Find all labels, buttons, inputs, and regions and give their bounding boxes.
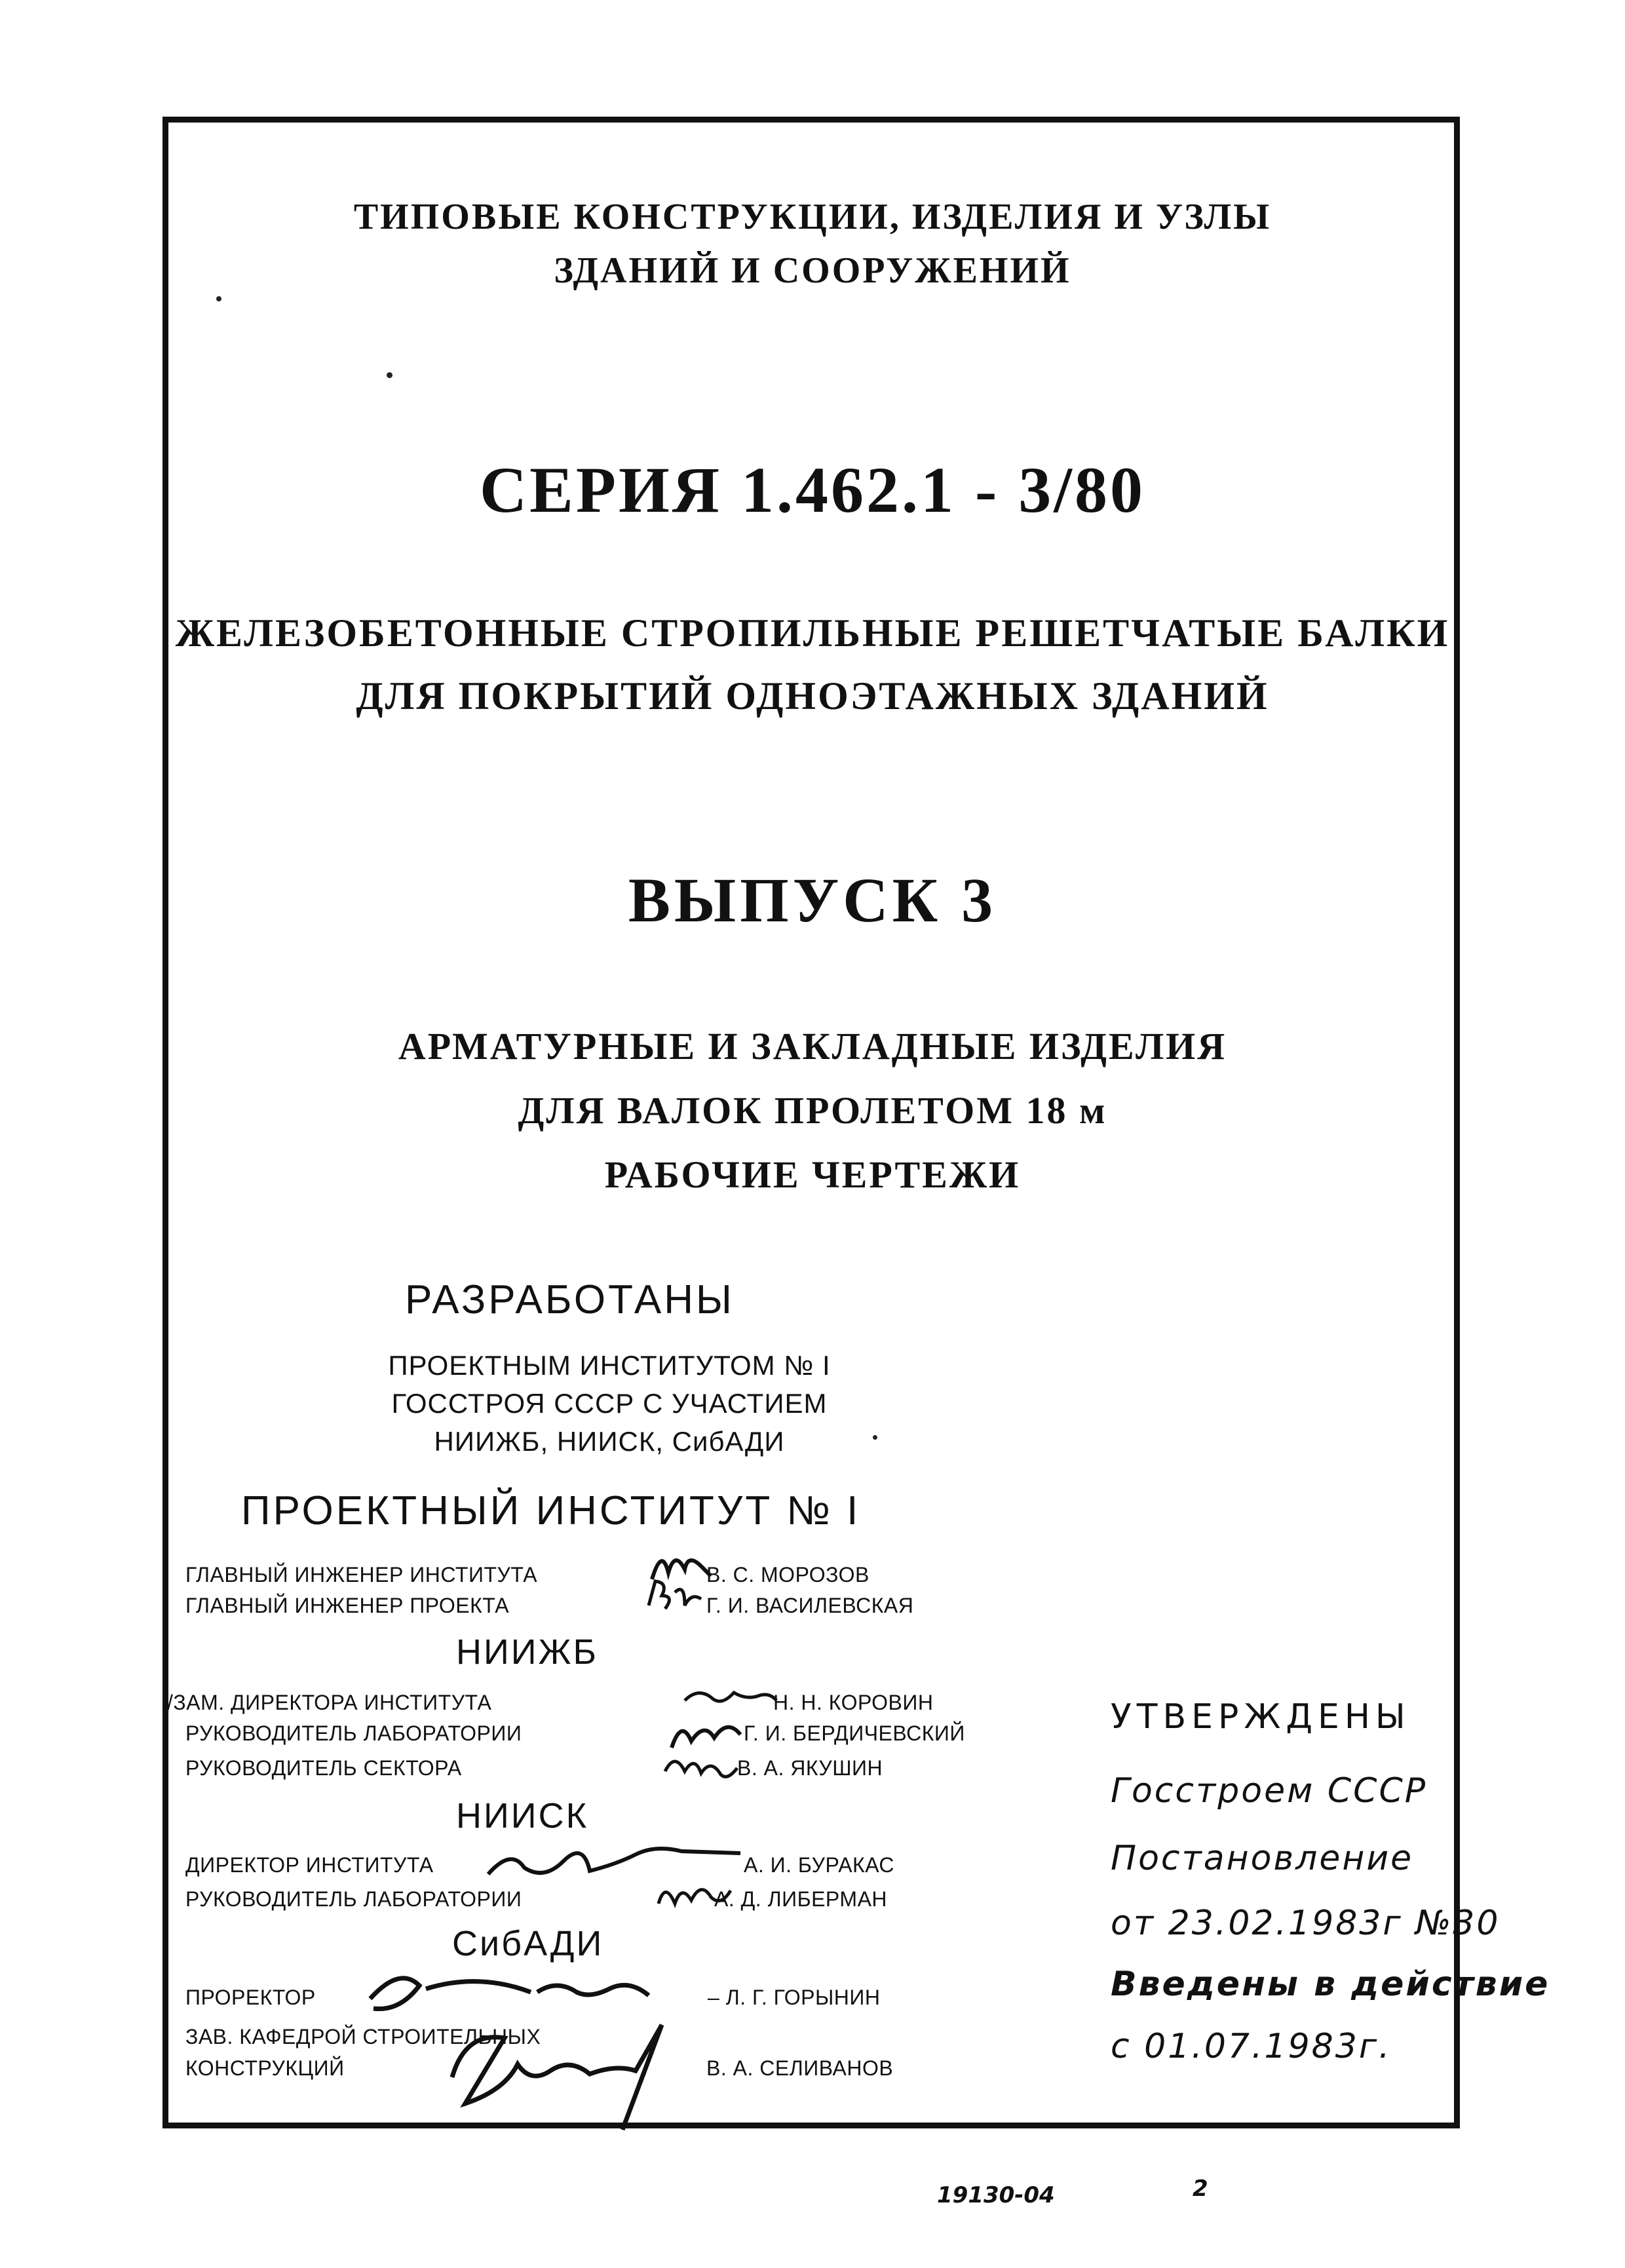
signature-vasilevskaya bbox=[645, 1576, 711, 1615]
niizhb-person-1: Н. Н. КОРОВИН bbox=[773, 1691, 934, 1714]
pi1-person-1: В. С. МОРОЗОВ bbox=[706, 1563, 870, 1586]
series-title: СЕРИЯ 1.462.1 - 3/80 bbox=[479, 453, 1146, 526]
signature-selivanov bbox=[426, 2012, 701, 2136]
signature-liberman bbox=[655, 1874, 734, 1913]
org-niisk-name: НИИСК bbox=[456, 1796, 589, 1836]
niisk-person-1: А. И. БУРАКАС bbox=[744, 1853, 894, 1877]
pi1-role-1: ГЛАВНЫЙ ИНЖЕНЕР ИНСТИТУТА bbox=[185, 1563, 538, 1586]
niizhb-role-1: /ЗАМ. ДИРЕКТОРА ИНСТИТУТА bbox=[167, 1691, 492, 1714]
org-pi1-name: ПРОЕКТНЫЙ ИНСТИТУТ № I bbox=[241, 1488, 861, 1533]
approval-line-6: с 01.07.1983г. bbox=[1111, 2027, 1392, 2066]
developed-line-2: ГОССТРОЯ СССР С УЧАСТИЕМ bbox=[391, 1388, 828, 1419]
header-line-2: ЗДАНИЙ И СООРУЖЕНИЙ bbox=[554, 250, 1071, 291]
sibadi-person-2: В. А. СЕЛИВАНОВ bbox=[706, 2056, 894, 2080]
approval-line-4: от 23.02.1983г №30 bbox=[1111, 1904, 1501, 1943]
sibadi-role-1: ПРОРЕКТОР bbox=[185, 1986, 316, 2009]
developed-line-1: ПРОЕКТНЫМ ИНСТИТУТОМ № I bbox=[388, 1350, 831, 1381]
sibadi-person-1: – Л. Г. ГОРЫНИН bbox=[708, 1986, 881, 2009]
subtitle-line-2: ДЛЯ ПОКРЫТИЙ ОДНОЭТАЖНЫХ ЗДАНИЙ bbox=[356, 674, 1269, 718]
issue-title: ВЫПУСК 3 bbox=[628, 865, 997, 935]
pi1-role-2: ГЛАВНЫЙ ИНЖЕНЕР ПРОЕКТА bbox=[185, 1594, 510, 1617]
footer-code: 19130-04 bbox=[937, 2182, 1055, 2208]
niizhb-person-2: Г. И. БЕРДИЧЕВСКИЙ bbox=[744, 1721, 965, 1745]
contents-line-2: ДЛЯ ВАЛОК ПРОЛЕТОМ 18 м bbox=[518, 1089, 1107, 1132]
header-line-1: ТИПОВЫЕ КОНСТРУКЦИИ, ИЗДЕЛИЯ И УЗЛЫ bbox=[353, 197, 1272, 237]
developed-line-3: НИИЖБ, НИИСК, СибАДИ bbox=[434, 1426, 785, 1457]
approval-line-1: УТВЕРЖДЕНЫ bbox=[1111, 1697, 1411, 1737]
niizhb-role-2: РУКОВОДИТЕЛЬ ЛАБОРАТОРИИ bbox=[185, 1721, 522, 1745]
sibadi-role-2b: КОНСТРУКЦИЙ bbox=[185, 2056, 345, 2080]
niisk-person-2: А. Д. ЛИБЕРМАН bbox=[714, 1887, 888, 1911]
subtitle-line-1: ЖЕЛЕЗОБЕТОННЫЕ СТРОПИЛЬНЫЕ РЕШЕТЧАТЫЕ БАЛКИ bbox=[175, 611, 1450, 655]
niisk-role-2: РУКОВОДИТЕЛЬ ЛАБОРАТОРИИ bbox=[185, 1887, 522, 1911]
footer-page-number: 2 bbox=[1193, 2176, 1208, 2202]
org-niizhb-name: НИИЖБ bbox=[456, 1632, 598, 1672]
approval-line-5: Введены в действие bbox=[1111, 1965, 1550, 2004]
developed-heading: РАЗРАБОТАНЫ bbox=[405, 1277, 735, 1322]
signature-yakushin bbox=[662, 1748, 740, 1788]
approval-line-2: Госстроем СССР bbox=[1111, 1771, 1428, 1811]
contents-line-1: АРМАТУРНЫЕ И ЗАКЛАДНЫЕ ИЗДЕЛИЯ bbox=[398, 1025, 1227, 1067]
pi1-person-2: Г. И. ВАСИЛЕВСКАЯ bbox=[706, 1594, 914, 1617]
niizhb-person-3: В. А. ЯКУШИН bbox=[737, 1756, 883, 1780]
niizhb-role-3: РУКОВОДИТЕЛЬ СЕКТОРА bbox=[185, 1756, 462, 1780]
contents-line-3: РАБОЧИЕ ЧЕРТЕЖИ bbox=[604, 1153, 1021, 1196]
niisk-role-1: ДИРЕКТОР ИНСТИТУТА bbox=[185, 1853, 434, 1877]
scan-speck bbox=[387, 372, 392, 378]
org-sibadi-name: СибАДИ bbox=[452, 1924, 604, 1963]
sibadi-role-2a: ЗАВ. КАФЕДРОЙ СТРОИТЕЛЬНЫХ bbox=[185, 2025, 541, 2048]
approval-line-3: Постановление bbox=[1111, 1839, 1414, 1878]
